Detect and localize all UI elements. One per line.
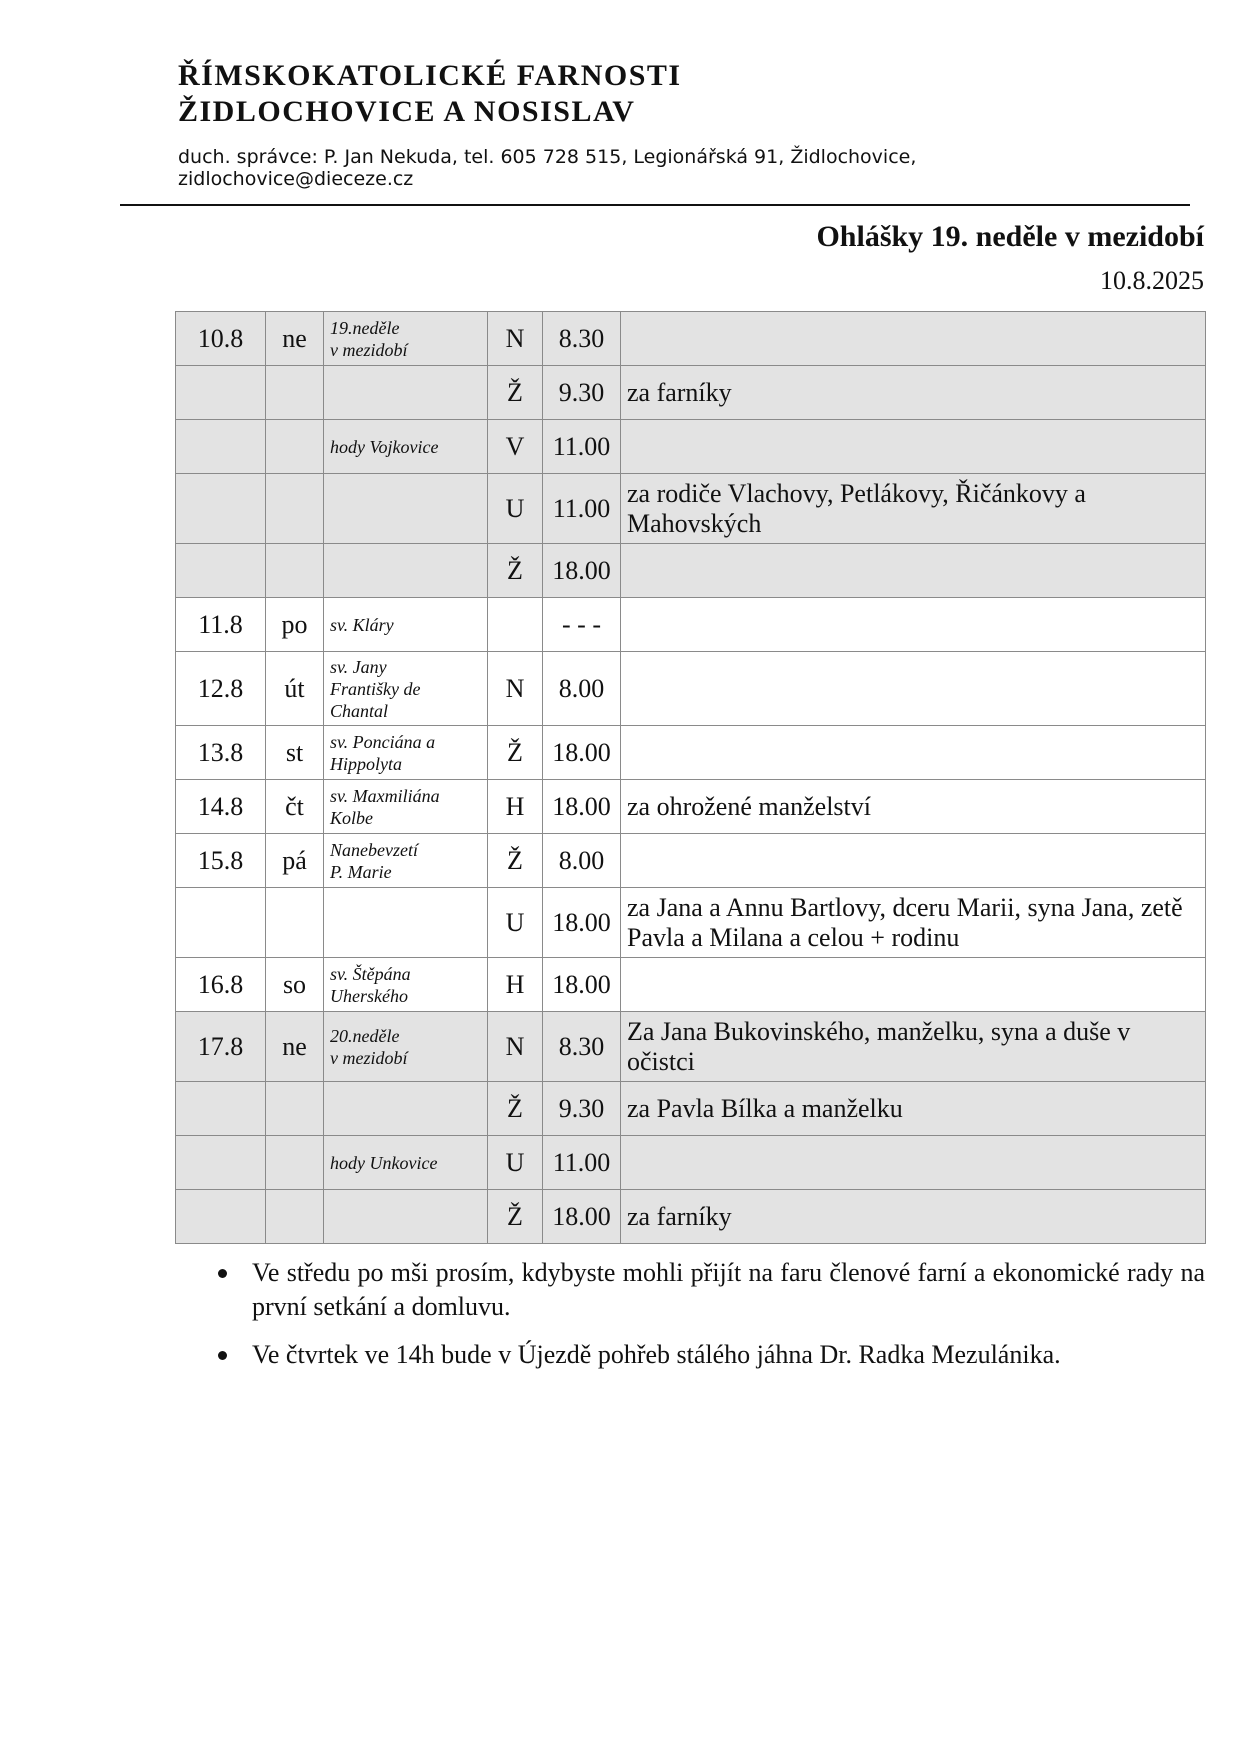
- bullet-icon: [218, 1351, 227, 1360]
- location-cell: Ž: [488, 1082, 543, 1136]
- date-cell: [176, 1190, 266, 1244]
- intention-cell: [621, 312, 1206, 366]
- location-cell: U: [488, 888, 543, 958]
- announcement-text: Ve středu po mši prosím, kdybyste mohli přijít na faru členové farní a ekonomické rady na první setkání a domluvu.: [252, 1258, 1205, 1321]
- day-cell: [266, 366, 324, 420]
- parish-title: [178, 58, 1078, 130]
- table-row: [176, 1136, 1206, 1190]
- day-cell: [266, 544, 324, 598]
- date-cell: [176, 474, 266, 544]
- day-cell: út: [266, 652, 324, 726]
- location-cell: Ž: [488, 1190, 543, 1244]
- parish-contact: [178, 146, 1078, 190]
- feast-cell: sv. Štěpána Uherského: [324, 958, 488, 1012]
- date-cell: [176, 420, 266, 474]
- feast-cell: Nanebevzetí P. Marie: [324, 834, 488, 888]
- intention-cell: za Jana a Annu Bartlovy, dceru Marii, syna Jana, zetě Pavla a Milana a celou + rodinu: [621, 888, 1206, 958]
- day-cell: čt: [266, 780, 324, 834]
- time-cell: 18.00: [543, 780, 621, 834]
- table-row: [176, 780, 1206, 834]
- table-row: [176, 474, 1206, 544]
- table-row: [176, 1012, 1206, 1082]
- feast-cell: [324, 1190, 488, 1244]
- feast-cell: sv. Jany Františky de Chantal: [324, 652, 488, 726]
- location-cell: N: [488, 1012, 543, 1082]
- intention-cell: za farníky: [621, 366, 1206, 420]
- feast-cell: [324, 888, 488, 958]
- feast-cell: [324, 474, 488, 544]
- table-row: [176, 312, 1206, 366]
- location-cell: Ž: [488, 834, 543, 888]
- date-cell: 10.8: [176, 312, 266, 366]
- feast-cell: [324, 366, 488, 420]
- time-cell: 8.30: [543, 312, 621, 366]
- time-cell: 9.30: [543, 1082, 621, 1136]
- bullet-icon: [218, 1269, 227, 1278]
- day-cell: [266, 1082, 324, 1136]
- day-cell: pá: [266, 834, 324, 888]
- time-cell: 11.00: [543, 420, 621, 474]
- date-cell: [176, 888, 266, 958]
- location-cell: N: [488, 312, 543, 366]
- date-cell: 11.8: [176, 598, 266, 652]
- parish-title-line1: ŘÍMSKOKATOLICKÉ FARNOSTI: [178, 59, 682, 92]
- announcement-text: Ve čtvrtek ve 14h bude v Újezdě pohřeb stálého jáhna Dr. Radka Mezulánika.: [252, 1340, 1061, 1369]
- feast-cell: 20.neděle v mezidobí: [324, 1012, 488, 1082]
- time-cell: 8.00: [543, 652, 621, 726]
- feast-cell: [324, 544, 488, 598]
- day-cell: st: [266, 726, 324, 780]
- table-row: [176, 598, 1206, 652]
- location-cell: Ž: [488, 544, 543, 598]
- intention-cell: [621, 598, 1206, 652]
- date-cell: [176, 544, 266, 598]
- location-cell: U: [488, 1136, 543, 1190]
- table-row: [176, 420, 1206, 474]
- intention-cell: [621, 652, 1206, 726]
- document-title: Ohlášky 19. neděle v mezidobí: [816, 220, 1204, 253]
- day-cell: [266, 420, 324, 474]
- intention-cell: za Pavla Bílka a manželku: [621, 1082, 1206, 1136]
- location-cell: [488, 598, 543, 652]
- intention-cell: [621, 544, 1206, 598]
- date-cell: 15.8: [176, 834, 266, 888]
- table-row: [176, 1190, 1206, 1244]
- table-row: [176, 544, 1206, 598]
- time-cell: 8.00: [543, 834, 621, 888]
- announcement-item: [210, 1338, 1205, 1372]
- intention-cell: [621, 420, 1206, 474]
- location-cell: N: [488, 652, 543, 726]
- document-date: 10.8.2025: [1100, 266, 1204, 295]
- announcements-list: [210, 1256, 1205, 1386]
- day-cell: [266, 888, 324, 958]
- table-row: [176, 888, 1206, 958]
- intention-cell: [621, 958, 1206, 1012]
- intention-cell: Za Jana Bukovinského, manželku, syna a duše v očistci: [621, 1012, 1206, 1082]
- time-cell: 18.00: [543, 958, 621, 1012]
- date-cell: 12.8: [176, 652, 266, 726]
- mass-schedule-table: [175, 311, 1206, 1244]
- table-row: [176, 652, 1206, 726]
- parish-title-line2: ŽIDLOCHOVICE A NOSISLAV: [178, 95, 636, 128]
- location-cell: H: [488, 780, 543, 834]
- time-cell: 11.00: [543, 474, 621, 544]
- time-cell: 18.00: [543, 888, 621, 958]
- day-cell: ne: [266, 312, 324, 366]
- time-cell: 18.00: [543, 1190, 621, 1244]
- feast-cell: sv. Maxmiliána Kolbe: [324, 780, 488, 834]
- date-cell: 13.8: [176, 726, 266, 780]
- intention-cell: za rodiče Vlachovy, Petlákovy, Řičánkovy a Mahovských: [621, 474, 1206, 544]
- day-cell: ne: [266, 1012, 324, 1082]
- date-cell: 14.8: [176, 780, 266, 834]
- day-cell: [266, 474, 324, 544]
- table-row: [176, 366, 1206, 420]
- feast-cell: hody Vojkovice: [324, 420, 488, 474]
- time-cell: 18.00: [543, 726, 621, 780]
- location-cell: V: [488, 420, 543, 474]
- time-cell: - - -: [543, 598, 621, 652]
- table-row: [176, 834, 1206, 888]
- table-row: [176, 726, 1206, 780]
- date-cell: 16.8: [176, 958, 266, 1012]
- table-row: [176, 958, 1206, 1012]
- location-cell: Ž: [488, 366, 543, 420]
- date-cell: 17.8: [176, 1012, 266, 1082]
- date-cell: [176, 1136, 266, 1190]
- intention-cell: za ohrožené manželství: [621, 780, 1206, 834]
- day-cell: [266, 1190, 324, 1244]
- intention-cell: [621, 726, 1206, 780]
- header-divider: [120, 204, 1190, 206]
- intention-cell: [621, 1136, 1206, 1190]
- intention-cell: za farníky: [621, 1190, 1206, 1244]
- location-cell: Ž: [488, 726, 543, 780]
- feast-cell: sv. Ponciána a Hippolyta: [324, 726, 488, 780]
- feast-cell: sv. Kláry: [324, 598, 488, 652]
- date-cell: [176, 1082, 266, 1136]
- announcement-item: [210, 1256, 1205, 1324]
- location-cell: H: [488, 958, 543, 1012]
- contact-email: zidlochovice@dieceze.cz: [178, 168, 414, 190]
- schedule-body: [176, 312, 1206, 1244]
- location-cell: U: [488, 474, 543, 544]
- feast-cell: [324, 1082, 488, 1136]
- feast-cell: 19.neděle v mezidobí: [324, 312, 488, 366]
- time-cell: 18.00: [543, 544, 621, 598]
- feast-cell: hody Unkovice: [324, 1136, 488, 1190]
- time-cell: 9.30: [543, 366, 621, 420]
- time-cell: 11.00: [543, 1136, 621, 1190]
- table-row: [176, 1082, 1206, 1136]
- intention-cell: [621, 834, 1206, 888]
- date-cell: [176, 366, 266, 420]
- day-cell: [266, 1136, 324, 1190]
- time-cell: 8.30: [543, 1012, 621, 1082]
- contact-line1: duch. správce: P. Jan Nekuda, tel. 605 728 515, Legionářská 91, Židlochovice,: [178, 146, 917, 168]
- day-cell: so: [266, 958, 324, 1012]
- day-cell: po: [266, 598, 324, 652]
